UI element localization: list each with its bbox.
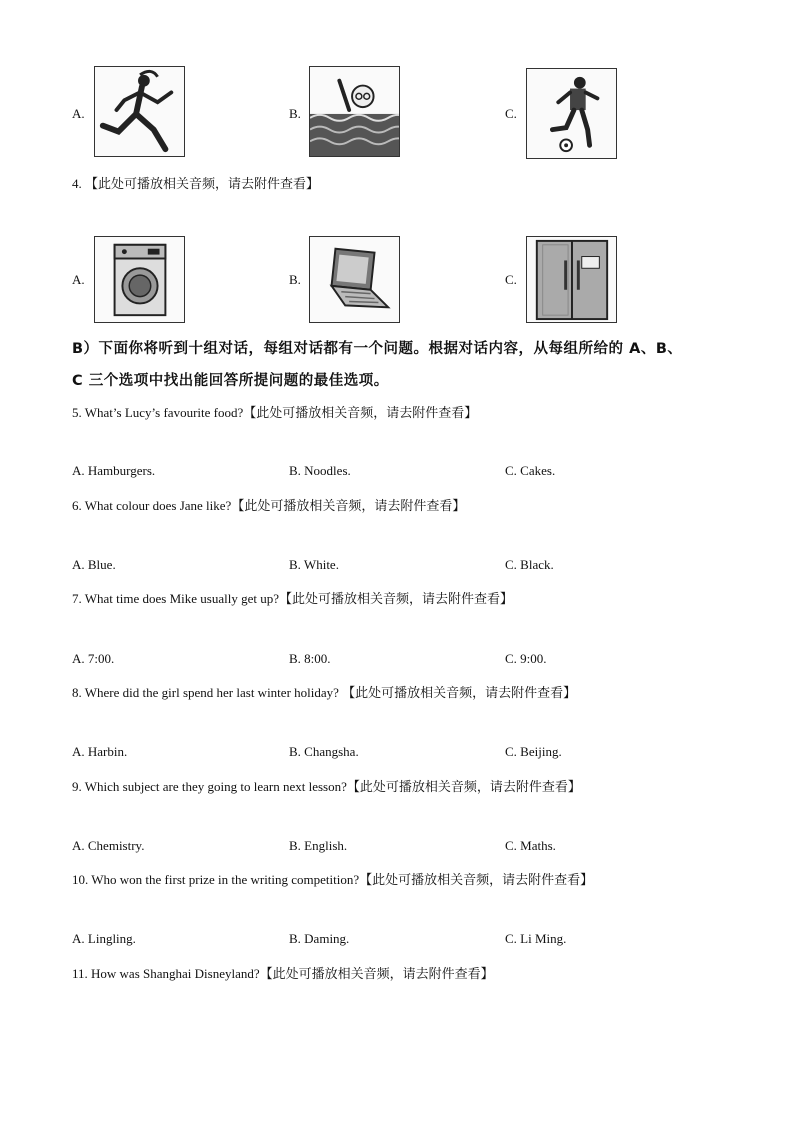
question-10-option-a[interactable]: A. Lingling. [72,931,136,946]
question-6-option-b[interactable]: B. White. [289,557,339,572]
swimming-icon[interactable] [309,66,400,157]
question-9-option-a[interactable]: A. Chemistry. [72,838,145,853]
option-letter-b: B. [289,106,301,121]
section-b-instruction-line1: B）下面你将听到十组对话，每组对话都有一个问题。根据对话内容，从每组所给的 A、B、 [72,341,683,357]
question-4-stem: 4. 【此处可播放相关音频，请去附件查看】 [72,176,320,191]
option-letter-a: A. [72,272,85,287]
question-7-option-a[interactable]: A. 7:00. [72,651,115,666]
question-6-option-c[interactable]: C. Black. [505,557,554,572]
option-letter-c: C. [505,272,517,287]
section-b-instruction-line2: C 三个选项中找出能回答所提问题的最佳选项。 [72,373,389,389]
question-8-option-b[interactable]: B. Changsha. [289,744,359,759]
question-9-option-b[interactable]: B. English. [289,838,348,853]
question-10-option-c[interactable]: C. Li Ming. [505,931,567,946]
question-10-option-b[interactable]: B. Daming. [289,931,350,946]
question-9-option-c[interactable]: C. Maths. [505,838,556,853]
question-7-option-b[interactable]: B. 8:00. [289,651,331,666]
question-5-option-c[interactable]: C. Cakes. [505,463,556,478]
question-5-option-b[interactable]: B. Noodles. [289,463,351,478]
question-8-stem: 8. Where did the girl spend her last winter holiday? 【此处可播放相关音频，请去附件查看】 [72,685,577,700]
option-letter-c: C. [505,106,517,121]
question-9-stem: 9. Which subject are they going to learn next lesson?【此处可播放相关音频，请去附件查看】 [72,779,581,794]
laptop-icon[interactable] [309,236,400,323]
question-7-option-c[interactable]: C. 9:00. [505,651,547,666]
question-7-stem: 7. What time does Mike usually get up?【此处可播放相关音频，请去附件查看】 [72,591,513,606]
question-5-stem: 5. What’s Lucy’s favourite food?【此处可播放相关音频，请去附件查看】 [72,405,478,420]
washing-machine-icon[interactable] [94,236,185,323]
question-8-option-a[interactable]: A. Harbin. [72,744,128,759]
playing-football-icon[interactable] [526,68,617,159]
option-letter-a: A. [72,106,85,121]
question-10-stem: 10. Who won the first prize in the writing competition?【此处可播放相关音频，请去附件查看】 [72,872,594,887]
question-5-option-a[interactable]: A. Hamburgers. [72,463,156,478]
question-6-stem: 6. What colour does Jane like?【此处可播放相关音频，请去附件查看】 [72,498,466,513]
question-8-option-c[interactable]: C. Beijing. [505,744,562,759]
running-girl-icon[interactable] [94,66,185,157]
question-11-stem: 11. How was Shanghai Disneyland?【此处可播放相关音频，请去附件查看】 [72,966,494,981]
question-6-option-a[interactable]: A. Blue. [72,557,116,572]
refrigerator-icon[interactable] [526,236,617,323]
option-letter-b: B. [289,272,301,287]
